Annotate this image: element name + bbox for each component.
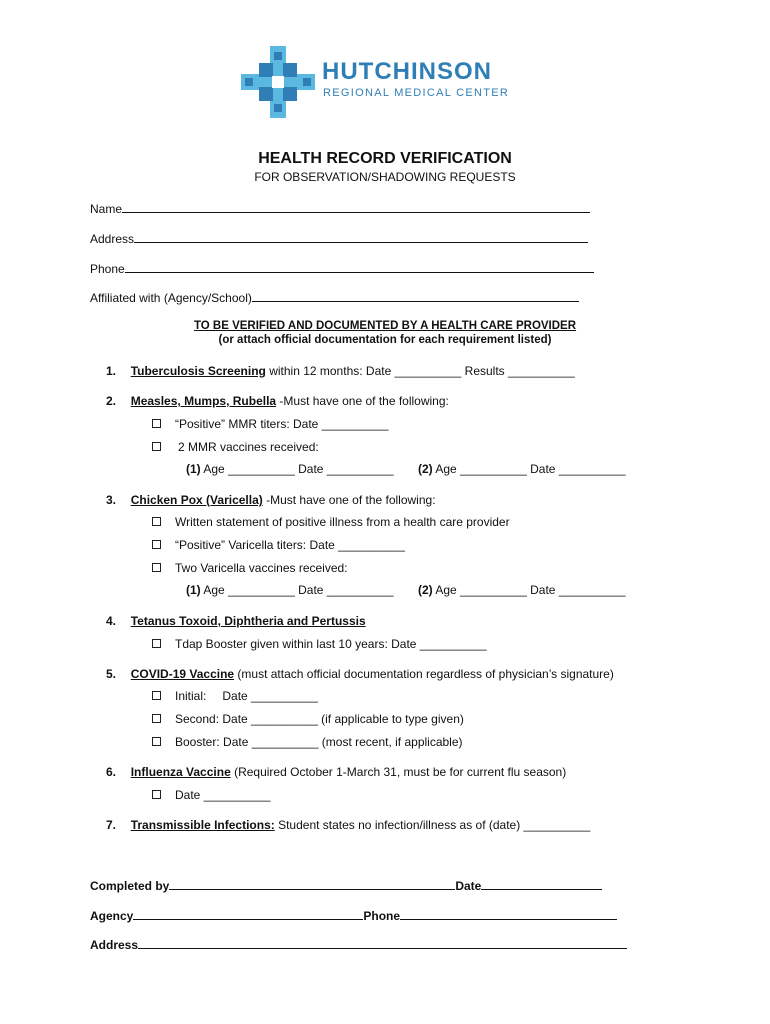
flu-option-date[interactable] [152,788,270,802]
affiliated-line[interactable] [252,290,579,302]
item-title: COVID-19 Vaccine [130,667,235,681]
item-text: -Must have one of the following: [262,493,436,507]
checkbox-icon[interactable] [152,714,161,723]
item-tdap [106,614,366,628]
checkbox-icon[interactable] [152,563,161,572]
option-date: Date __________ [222,689,318,703]
item-title: Influenza Vaccine [130,765,231,779]
phone-line[interactable] [125,261,594,273]
item-transmissible [106,818,590,832]
option-label: Second: Date __________ (if applicable to type given) [175,712,464,726]
address-line[interactable] [134,231,588,243]
checkbox-icon[interactable] [152,639,161,648]
item-text: (must attach official documentation regardless of physician’s signature) [234,667,614,681]
address-field[interactable] [90,231,588,246]
name-line[interactable] [122,201,590,213]
dose-number: (1) [186,583,201,597]
option-label: Written statement of positive illness from a health care provider [175,515,510,529]
mmr-option-vaccines[interactable] [152,440,319,454]
agency-label: Agency [90,909,134,923]
option-label: Booster: Date __________ (most recent, if applicable) [175,735,463,749]
item-varicella [106,493,436,507]
item-mmr [106,394,449,408]
option-label: “Positive” Varicella titers: Date __________ [175,538,405,552]
logo-subtitle: REGIONAL MEDICAL CENTER [323,87,510,99]
footer-address-line[interactable] [138,937,627,949]
dose-number: (2) [418,583,433,597]
checkbox-icon[interactable] [152,517,161,526]
item-number: 5. [106,667,117,681]
dose-fields: Age __________ Date __________ [200,583,394,597]
item-number: 7. [106,818,117,832]
checkbox-icon[interactable] [152,691,161,700]
item-tb [106,364,575,378]
option-label: “Positive” MMR titers: Date __________ [175,417,389,431]
option-label: Date __________ [175,788,271,802]
page-title: HEALTH RECORD VERIFICATION [258,150,512,167]
varicella-option-vaccines[interactable] [152,561,348,575]
covid-option-initial[interactable] [152,689,318,703]
verify-note: (or attach official documentation for each requirement listed) [218,334,552,346]
phone-label-footer: Phone [363,909,401,923]
mmr-dose-1[interactable] [186,462,394,476]
item-text: -Must have one of the following: [276,394,449,408]
completed-by-label: Completed by [90,879,170,893]
item-number: 6. [106,765,117,779]
varicella-dose-1[interactable] [186,583,394,597]
item-title: Measles, Mumps, Rubella [130,394,277,408]
completed-by-field[interactable] [90,878,602,893]
item-title: Tetanus Toxoid, Diphtheria and Pertussis [130,614,366,628]
item-text: (Required October 1-March 31, must be for current flu season) [230,765,567,779]
item-number: 1. [106,364,117,378]
checkbox-icon[interactable] [152,442,161,451]
address-label: Address [90,232,135,246]
agency-field[interactable] [90,908,617,923]
dose-number: (2) [418,462,433,476]
item-title: Transmissible Infections: [130,818,275,832]
checkbox-icon[interactable] [152,419,161,428]
page-subtitle: FOR OBSERVATION/SHADOWING REQUESTS [254,170,516,184]
option-label: Tdap Booster given within last 10 years: Date __________ [175,637,487,651]
checkbox-icon[interactable] [152,790,161,799]
dose-fields: Age __________ Date __________ [432,583,626,597]
dose-number: (1) [186,462,201,476]
mmr-option-titers[interactable] [152,417,388,431]
medical-cross-logo-icon [241,46,315,118]
option-label: Two Varicella vaccines received: [175,561,348,575]
item-number: 2. [106,394,117,408]
item-number: 4. [106,614,117,628]
mmr-dose-2[interactable] [418,462,626,476]
item-flu [106,765,566,779]
phone-label: Phone [90,262,125,276]
item-text[interactable]: within 12 months: Date __________ Results __________ [265,364,575,378]
verify-heading: TO BE VERIFIED AND DOCUMENTED BY A HEALTH CARE PROVIDER [193,320,577,332]
varicella-option-statement[interactable] [152,515,510,529]
option-label: 2 MMR vaccines received: [178,440,319,454]
date-line[interactable] [481,878,602,890]
covid-option-second[interactable] [152,712,464,726]
covid-option-booster[interactable] [152,735,463,749]
completed-by-line[interactable] [169,878,455,890]
item-number: 3. [106,493,117,507]
item-title: Chicken Pox (Varicella) [130,493,263,507]
affiliated-field[interactable] [90,290,579,305]
varicella-option-titers[interactable] [152,538,405,552]
dose-fields: Age __________ Date __________ [200,462,394,476]
checkbox-icon[interactable] [152,737,161,746]
item-text[interactable]: Student states no infection/illness as of (date) __________ [274,818,591,832]
option-label: Initial: [175,689,207,703]
footer-address-field[interactable] [90,937,627,952]
logo-name: HUTCHINSON [322,58,492,85]
dose-fields: Age __________ Date __________ [432,462,626,476]
item-covid [106,667,614,681]
checkbox-icon[interactable] [152,540,161,549]
tdap-option-booster[interactable] [152,637,487,651]
varicella-dose-2[interactable] [418,583,626,597]
footer-address-label: Address [90,938,139,952]
name-label: Name [90,202,123,216]
date-label: Date [455,879,482,893]
affiliated-label: Affiliated with (Agency/School) [90,291,252,305]
item-title: Tuberculosis Screening [130,364,266,378]
name-field[interactable] [90,201,590,216]
phone-field[interactable] [90,261,594,276]
phone-line-footer[interactable] [400,908,617,920]
agency-line[interactable] [133,908,363,920]
